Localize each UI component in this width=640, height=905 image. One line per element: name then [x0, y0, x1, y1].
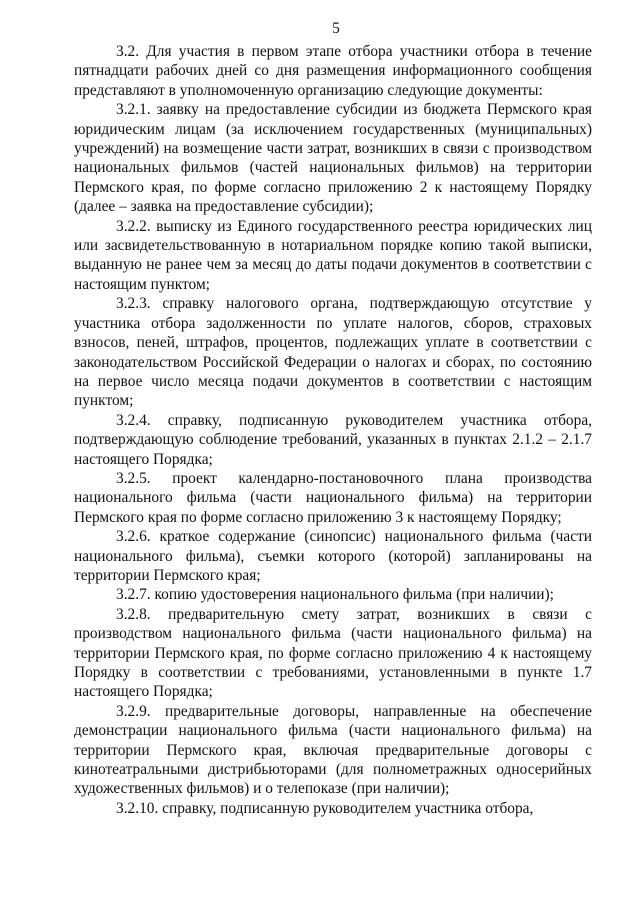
paragraph-3-2-10: 3.2.10. справку, подписанную руководителем участника отбора, [116, 799, 534, 817]
paragraph-3-2: 3.2. Для участия в первом этапе отбора участники отбора в течение пятнадцати рабочих дней со дня размещения информационного сообщения представляют в уполномоченную организацию следующие документы: [74, 43, 592, 99]
paragraph-3-2-4: 3.2.4. справку, подписанную руководителем участника отбора, подтверждающую соблюдение требований, указанных в пунктах 2.1.2 – 2.1.7 настоящего Порядка; [74, 411, 592, 468]
paragraph-3-2-8: 3.2.8. предварительную смету затрат, возникших в связи с производством национального фильма (части национального фильма) на территории Пермского края, по форме согласно приложению 4 к настоящему Порядку в соответствии с требованиями, установленными в пункте 1.7 настоящего Порядка; [74, 605, 592, 701]
paragraph-3-2-2: 3.2.2. выписку из Единого государственного реестра юридических лиц или засвидетельствованную в нотариальном порядке копию такой выписки, выданную не ранее чем за месяц до даты подачи документов в соответствии с настоящим пунктом; [74, 217, 592, 293]
paragraph-3-2-1: 3.2.1. заявку на предоставление субсидии из бюджета Пермского края юридическим лицам (за исключением государственных (муниципальных) учреждений) на возмещение части затрат, возникших в связи с производством национальных фильмов (частей национальных фильмов) на территории Пермского края, по форме согласно приложению 2 к настоящему Порядку (далее – заявка на предоставление субсидии); [74, 101, 592, 216]
paragraph-3-2-3: 3.2.3. справку налогового органа, подтверждающую отсутствие у участника отбора задолженности по уплате налогов, сборов, страховых взносов, пеней, штрафов, процентов, подлежащих уплате в соответствии с законодательством Российской Федерации о налогах и сборах, по состоянию на первое число месяца подачи документов в соответствии с настоящим пунктом; [74, 295, 592, 410]
page-number: 5 [332, 20, 340, 37]
document-body [74, 42, 592, 818]
paragraph-3-2-9: 3.2.9. предварительные договоры, направленные на обеспечение демонстрации национального фильма (части национального фильма) на территории Пермского края, включая предварительные договоры с кинотеатральными дистрибьюторами (для полнометражных односерийных художественных фильмов) и о телепоказе (при наличии); [74, 702, 592, 798]
paragraph-3-2-6: 3.2.6. краткое содержание (синопсис) национального фильма (части национального фильма), съемки которого (которой) запланированы на территории Пермского края; [74, 528, 592, 584]
paragraph-3-2-5: 3.2.5. проект календарно-постановочного плана производства национального фильма (части национального фильма) на территории Пермского края по форме согласно приложению 3 к настоящему Порядку; [74, 469, 592, 526]
paragraph-3-2-7: 3.2.7. копию удостоверения национального фильма (при наличии); [116, 586, 554, 604]
